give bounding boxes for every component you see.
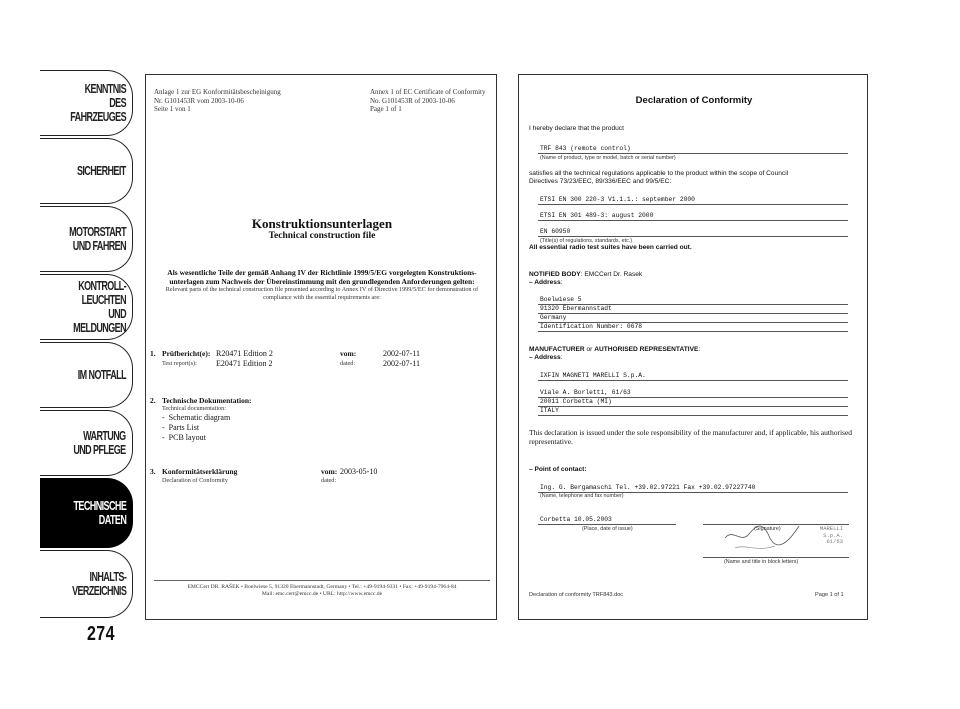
- header-right: [370, 88, 485, 114]
- address-colon: :: [560, 354, 563, 361]
- document-title: Konstruktionsunterlagen: [251, 216, 393, 231]
- product-name: TRF 843 (remote control): [540, 145, 631, 152]
- header-left-line: Anlage 1 zur EG Konformitätsbescheinigung: [154, 88, 281, 96]
- list-item-text: PCB layout: [168, 433, 206, 442]
- section-number: 2.: [150, 396, 156, 405]
- satisfies-text: Directives 73/23/EEC, 89/336/EEC and 99/5/EC:: [529, 178, 672, 185]
- vom-label: vom:: [321, 467, 338, 476]
- underline: [538, 524, 676, 525]
- address-line: [529, 354, 562, 362]
- tab-label: INHALTS- VERZEICHNIS: [71, 570, 126, 598]
- underline: [538, 204, 848, 205]
- manufacturer-address: ITALY: [540, 407, 559, 414]
- address-line: [529, 279, 562, 287]
- dated-label: dated:: [321, 477, 337, 484]
- intro-paragraph-de: Als wesentliche Teile der gemäß Anhang IV der Richtlinie 1999/5/EG vorgelegten Konstruktions-unterlagen zum Nachweis der Übereinstimmung mit den grundlegenden Anforderungen gelten:: [167, 268, 477, 286]
- page-number: 274: [87, 623, 115, 645]
- signature-mark: [715, 518, 805, 560]
- tab-motorstart[interactable]: [40, 206, 133, 272]
- footer-contact: Mail: emc.cert@emcc.de • URL: http://www.emcc.de: [261, 591, 383, 597]
- footer-filename: Declaration of conformity TRF843.doc: [529, 592, 624, 598]
- footer-page: Page 1 of 1: [815, 592, 844, 598]
- underline: [538, 331, 848, 332]
- address-label: – Address: [529, 354, 561, 361]
- place-and-date: Corbetta 10.05.2003: [540, 516, 612, 523]
- regulation: ETSI EN 301 489-3: august 2000: [540, 212, 654, 219]
- list-item: - Schematic diagram: [162, 413, 231, 422]
- intro-text: I hereby declare that the product: [529, 125, 624, 132]
- header-right-line: No. G101453R of 2003-10-06: [370, 96, 455, 105]
- tab-label: TECHNISCHE DATEN: [73, 499, 126, 527]
- list-item: - PCB layout: [162, 433, 206, 442]
- tab-sicherheit[interactable]: [40, 138, 133, 204]
- list-item: - Parts List: [162, 423, 200, 432]
- test-report-date: 2002-07-11: [383, 349, 421, 358]
- tab-label: KONTROLL- LEUCHTEN UND MELDUNGEN: [73, 279, 126, 335]
- underline: [538, 415, 848, 416]
- notified-body-value: : EMCCert Dr. Rasek: [580, 271, 643, 278]
- contact-caption: (Name, telephone and fax number): [540, 493, 624, 499]
- section-heading: Technische Dokumentation:: [162, 396, 252, 405]
- or-label: or: [584, 346, 595, 353]
- section-heading: Prüfbericht(e):: [162, 349, 211, 358]
- underline: [538, 236, 848, 237]
- product-caption: (Name of product, type or model, batch or serial number): [540, 155, 676, 161]
- tab-kontrollleuchten[interactable]: [40, 274, 133, 340]
- technical-construction-file-document: [145, 74, 497, 620]
- tab-notfall[interactable]: [40, 342, 133, 408]
- footer-divider: [154, 580, 490, 581]
- signature-caption: (Signature): [754, 526, 781, 532]
- notified-body-address: 91320 Ebermannstadt: [540, 305, 612, 312]
- tab-wartung[interactable]: [40, 410, 133, 476]
- footer-address: EMCCert DR. RAŠEK • Boelwiese 5, 91320 Ebermannstadt, Germany • Tel.: +49-9194-9331 • Fax: +49-9194-7964-84: [187, 584, 457, 590]
- contact-details: Ing. G. Bergamaschi Tel. +39.02.97221 Fax +39.02.97227740: [540, 484, 756, 491]
- section-number: 1.: [150, 349, 156, 358]
- vom-label: vom:: [340, 349, 357, 358]
- notified-body-address: Germany: [540, 314, 567, 321]
- tab-technische-daten[interactable]: [40, 478, 133, 548]
- tab-kenntnis[interactable]: [40, 70, 133, 136]
- manufacturer-heading: [529, 346, 700, 354]
- underline: [538, 313, 848, 314]
- document-subtitle: Technical construction file: [268, 231, 376, 241]
- identification-number: Identification Number: 0678: [540, 323, 643, 330]
- test-report-date: 2002-07-11: [383, 359, 421, 368]
- address-label: – Address: [529, 279, 561, 286]
- address-colon: :: [560, 279, 563, 286]
- colon: :: [698, 346, 701, 353]
- test-report-value: R20471 Edition 2: [216, 349, 273, 358]
- dated-label: dated:: [340, 360, 356, 367]
- notified-body-line: [529, 271, 642, 279]
- manufacturer-label: MANUFACTURER: [529, 346, 585, 353]
- tab-label: MOTORSTART UND FAHREN: [69, 225, 126, 253]
- underline: [703, 557, 849, 558]
- section-heading: Konformitätserklärung: [162, 467, 238, 476]
- satisfies-text: satisfies all the technical regulations applicable to the product within the scope of Council: [529, 170, 789, 177]
- header-right-line: Page 1 of 1: [370, 105, 402, 113]
- tab-label: WARTUNG UND PFLEGE: [73, 429, 126, 457]
- underline: [538, 406, 848, 407]
- manufacturer-address: Viale A. Borletti, 61/63: [540, 389, 631, 396]
- notified-body-address: Boelwiese 5: [540, 296, 582, 303]
- name-caption: (Name and title in block letters): [724, 559, 799, 565]
- declaration-of-conformity-document: [518, 74, 868, 620]
- stamp-text: MARELLI S.p.A. 61/63: [819, 525, 843, 545]
- list-item-text: Parts List: [168, 423, 200, 432]
- place-date-caption: (Place, date of issue): [582, 526, 633, 532]
- declaration-date: 2003-05-10: [340, 467, 378, 476]
- documentation-list: [162, 413, 230, 443]
- regulation: EN 60950: [540, 228, 571, 235]
- tab-label: SICHERHEIT: [77, 164, 126, 178]
- header-right-line: Annex 1 of EC Certificate of Conformity: [370, 88, 486, 96]
- underline: [538, 153, 848, 154]
- header-left-line: Seite 1 von 1: [154, 105, 191, 113]
- list-item-text: Schematic diagram: [168, 413, 231, 422]
- regulation: ETSI EN 300 220-3 V1.1.1.: september 2000: [540, 196, 695, 203]
- underline: [538, 380, 848, 381]
- header-left-line: Nr. G101453R vom 2003-10-06: [154, 96, 244, 105]
- manufacturer-address: 20011 Corbetta (MI): [540, 398, 612, 405]
- tab-label: IM NOTFALL: [77, 368, 126, 382]
- representative-label: AUTHORISED REPRESENTATIVE: [594, 346, 699, 353]
- essential-tests-statement: All essential radio test suites have been carried out.: [529, 244, 692, 251]
- header-left: [154, 88, 281, 114]
- section-subheading: Test report(s):: [162, 360, 197, 367]
- tab-label: KENNTNIS DES FAHRZEUGES: [70, 82, 126, 124]
- document-title: Declaration of Conformity: [635, 95, 753, 106]
- intro-paragraph-en: Relevant parts of the technical construction file presented according to Annex IV of Directive 1999/5/EC for demonstration of compliance with the essential requirements are:: [165, 286, 479, 301]
- underline: [538, 220, 848, 221]
- tab-inhaltsverzeichnis[interactable]: [40, 550, 133, 618]
- responsibility-statement: This declaration is issued under the sole responsibility of the manufacturer and, if applicable, his authorised representative.: [529, 428, 853, 446]
- notified-body-label: NOTIFIED BODY: [529, 271, 581, 278]
- section-subheading: Technical documentation:: [162, 405, 226, 412]
- manufacturer-name: IXFIN MAGNETI MARELLI S.p.A.: [540, 372, 646, 379]
- section-number: 3.: [150, 467, 156, 476]
- test-report-value: E20471 Edition 2: [216, 359, 273, 368]
- section-subheading: Declaration of Conformity: [162, 477, 228, 484]
- regulations-caption: (Title(s) of regulations, standards, etc.): [540, 238, 633, 244]
- point-of-contact-label: – Point of contact:: [529, 466, 587, 473]
